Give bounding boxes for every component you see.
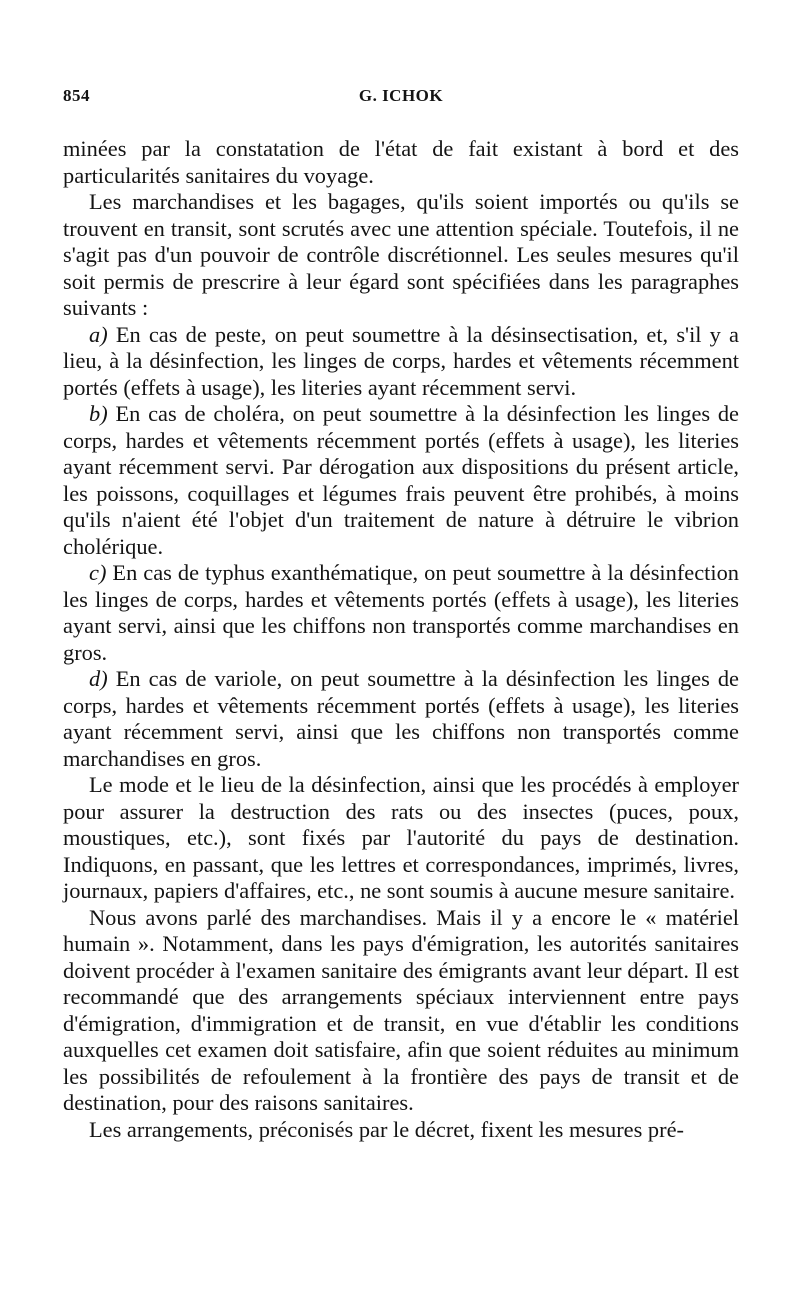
document-page xyxy=(63,86,739,1143)
paragraph-mode xyxy=(63,772,739,905)
paragraph-arrangements xyxy=(63,1117,739,1144)
paragraph-text: En cas de peste, on peut soumettre à la désinsectisation, et, s'il y a lieu, à la désinfection, les linges de corps, hardes et vêtements récemment portés (effets à usage), les literies ayant récemment servi. xyxy=(63,321,739,400)
paragraph-peste xyxy=(63,322,739,402)
paragraph-text: En cas de choléra, on peut soumettre à la désinfection les linges de corps, hardes et vêtements récemment portés (effets à usage), les literies ayant récemment servi. Par dérogation aux dispositions du présent article, les poissons, coquillages et légumes frais peuvent être prohibés, à moins qu'ils n'aient été l'objet d'un traitement de nature à détruire le vibrion cholérique. xyxy=(63,401,739,559)
paragraph-text: En cas de typhus exanthématique, on peut soumettre à la désinfection les linges de corps, hardes et vêtements portés (effets à usage), les literies ayant servi, ainsi que les chiffons non transportés comme marchandises en gros. xyxy=(63,560,739,665)
page-number: 854 xyxy=(63,86,90,105)
list-marker: b) xyxy=(89,401,108,426)
paragraph-text: minées par la constatation de l'état de fait existant à bord et des particularités sanitaires du voyage. xyxy=(63,136,739,188)
list-marker: c) xyxy=(89,560,107,585)
paragraph-marchandises xyxy=(63,189,739,322)
paragraph-typhus xyxy=(63,560,739,666)
paragraph-text: En cas de variole, on peut soumettre à la désinfection les linges de corps, hardes et vêtements récemment portés (effets à usage), les literies ayant récemment servi, ainsi que les chiffons non transportés comme marchandises en gros. xyxy=(63,666,739,771)
paragraph-text: Le mode et le lieu de la désinfection, ainsi que les procédés à employer pour assurer la destruction des rats ou des insectes (puces, poux, moustiques, etc.), sont fixés par l'autorité du pays de destination. Indiquons, en passant, que les lettres et correspondances, imprimés, livres, journaux, papiers d'affaires, etc., ne sont soumis à aucune mesure sanitaire. xyxy=(63,772,739,903)
paragraph-text: Les marchandises et les bagages, qu'ils soient importés ou qu'ils se trouvent en transit, sont scrutés avec une attention spéciale. Toutefois, il ne s'agit pas d'un pouvoir de contrôle discrétionnel. Les seules mesures qu'il soit permis de prescrire à leur égard sont spécifiées dans les paragraphes suivants : xyxy=(63,189,739,320)
paragraph-text: Nous avons parlé des marchandises. Mais il y a encore le « matériel humain ». Notamment, dans les pays d'émigration, les autorités sanitaires doivent procéder à l'examen sanitaire des émigrants avant leur départ. Il est recommandé que des arrangements spéciaux interviennent entre pays d'émigration, d'immigration et de transit, en vue d'établir les conditions auxquelles cet examen doit satisfaire, afin que soient réduites au minimum les possibilités de refoulement à la frontière des pays de transit et de destination, pour des raisons sanitaires. xyxy=(63,904,739,1115)
running-header xyxy=(63,86,739,116)
paragraph-cholera xyxy=(63,401,739,560)
running-head-author: G. ICHOK xyxy=(358,86,444,105)
paragraph-materiel-humain xyxy=(63,905,739,1117)
list-marker: a) xyxy=(89,321,108,347)
body-text xyxy=(63,136,739,1143)
list-marker: d) xyxy=(89,666,108,691)
paragraph-continuation xyxy=(63,136,739,189)
paragraph-text: Les arrangements, préconisés par le décret, fixent les mesures pré- xyxy=(89,1116,684,1142)
paragraph-variole xyxy=(63,666,739,772)
